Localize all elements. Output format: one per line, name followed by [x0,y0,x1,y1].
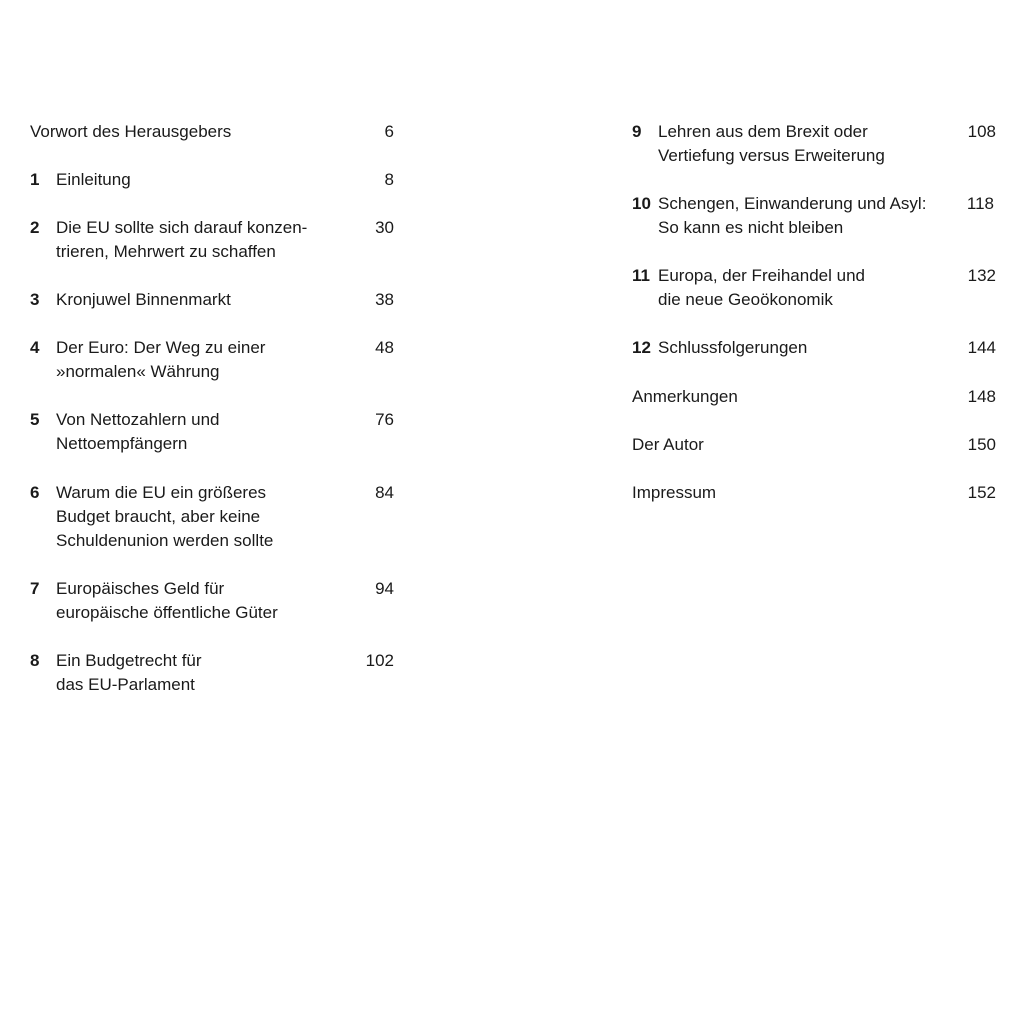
toc-entry-page: 150 [967,435,996,454]
toc-entry-number: 6 [30,483,40,502]
toc-entry-title: Lehren aus dem Brexit oder Vertiefung versus Erweiterung [658,122,885,165]
toc-entry-number: 2 [30,218,40,237]
toc-entry-page: 144 [967,338,996,357]
toc-entry-title: Einleitung [56,170,131,189]
toc-entry-page: 76 [375,410,394,429]
toc-entry-page: 132 [967,266,996,285]
toc-entry-number: 7 [30,579,40,598]
toc-entry-page: 84 [375,483,394,502]
toc-entry-number: 3 [30,290,40,309]
toc-entry-title: Die EU sollte sich darauf konzen- trieren, Mehrwert zu schaffen [56,218,308,261]
toc-entry-number: 12 [632,338,651,357]
toc-entry-number: 4 [30,338,40,357]
toc-entry-page: 94 [375,579,394,598]
toc-entry-title: Anmerkungen [632,387,738,406]
toc-entry-title: Ein Budgetrecht für das EU-Parlament [56,651,202,694]
toc-entry-title: Schlussfolgerungen [658,338,808,357]
toc-entry-page: 8 [384,170,394,189]
toc-entry-title: Kronjuwel Binnenmarkt [56,290,231,309]
toc-entry-page: 6 [384,122,394,141]
toc-entry-page: 38 [375,290,394,309]
toc-entry-number: 11 [632,266,650,285]
toc-entry-title: Schengen, Einwanderung und Asyl: So kann es nicht bleiben [658,194,927,237]
toc-entry-title: Europa, der Freihandel und die neue Geoökonomik [658,266,865,309]
toc-entry-title: Vorwort des Herausgebers [30,122,232,141]
toc-entry-page: 118 [966,194,994,213]
toc-entry-title: Europäisches Geld für europäische öffentliche Güter [56,579,278,622]
toc-entry-page: 148 [967,387,996,406]
toc-entry-number: 1 [30,170,40,189]
toc-entry-title: Von Nettozahlern und Nettoempfängern [56,410,220,453]
toc-entry-number: 8 [30,651,40,670]
toc-entry-number: 9 [632,122,642,141]
toc-entry-page: 152 [967,483,996,502]
toc-entry-title: Der Euro: Der Weg zu einer »normalen« Währung [56,338,266,381]
toc-entry-page: 30 [375,218,394,237]
toc-entry-page: 108 [967,122,996,141]
toc-entry-number: 10 [632,194,651,213]
toc-entry-title: Der Autor [632,435,704,454]
toc-entry-page: 48 [375,338,394,357]
toc-entry-title: Warum die EU ein größeres Budget braucht, aber keine Schuldenunion werden sollte [56,483,274,550]
toc-entry-page: 102 [365,651,394,670]
toc-entry-number: 5 [30,410,40,429]
toc-entry-title: Impressum [632,483,717,502]
